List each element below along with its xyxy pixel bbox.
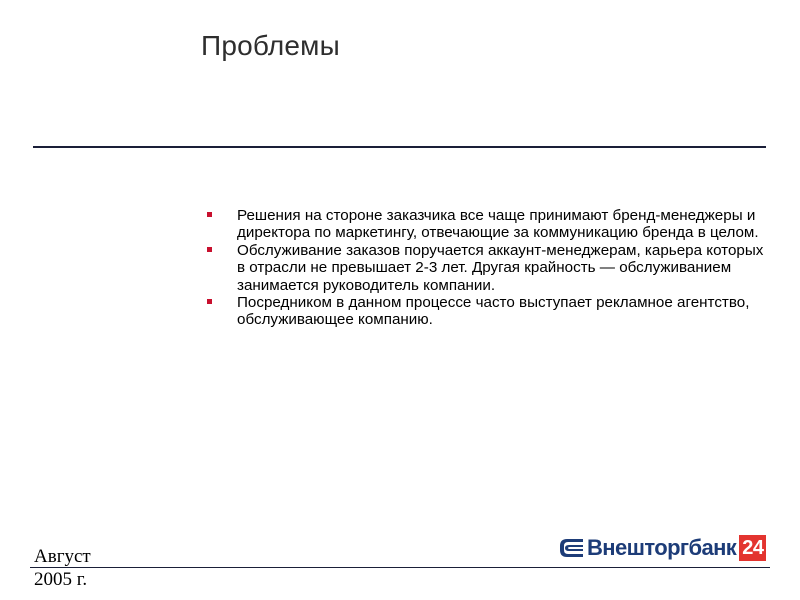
bullet-text: Обслуживание заказов поручается аккаунт-менеджерам, карьера которых в отрасли не превышает 2-3 лет. Другая крайность — обслуживанием занимается руководитель компании. (237, 241, 764, 294)
logo-name: Внешторгбанк (587, 535, 737, 560)
title-divider (33, 146, 766, 148)
footer-divider (30, 567, 770, 568)
bullet-text: Посредником в данном процессе часто выступает рекламное агентство, обслуживающее компанию. (237, 294, 750, 329)
bullet-list (207, 207, 767, 329)
bank-logo (555, 534, 766, 562)
vtb-emblem-icon (555, 537, 585, 559)
bullet-square-icon (207, 299, 212, 304)
bullet-item (207, 294, 767, 329)
slide-title: Проблемы (201, 30, 340, 61)
bullet-item (207, 242, 767, 294)
logo-number-badge: 24 (739, 535, 766, 561)
bullet-square-icon (207, 247, 212, 252)
bullet-square-icon (207, 212, 212, 217)
bullet-item (207, 207, 767, 242)
footer-date (34, 545, 91, 591)
footer-date-year: 2005 г. (34, 569, 88, 590)
footer-date-month: Август (34, 546, 91, 567)
bullet-text: Решения на стороне заказчика все чаще принимают бренд-менеджеры и директора по маркетингу, отвечающие за коммуникацию бренда в целом. (237, 207, 759, 242)
